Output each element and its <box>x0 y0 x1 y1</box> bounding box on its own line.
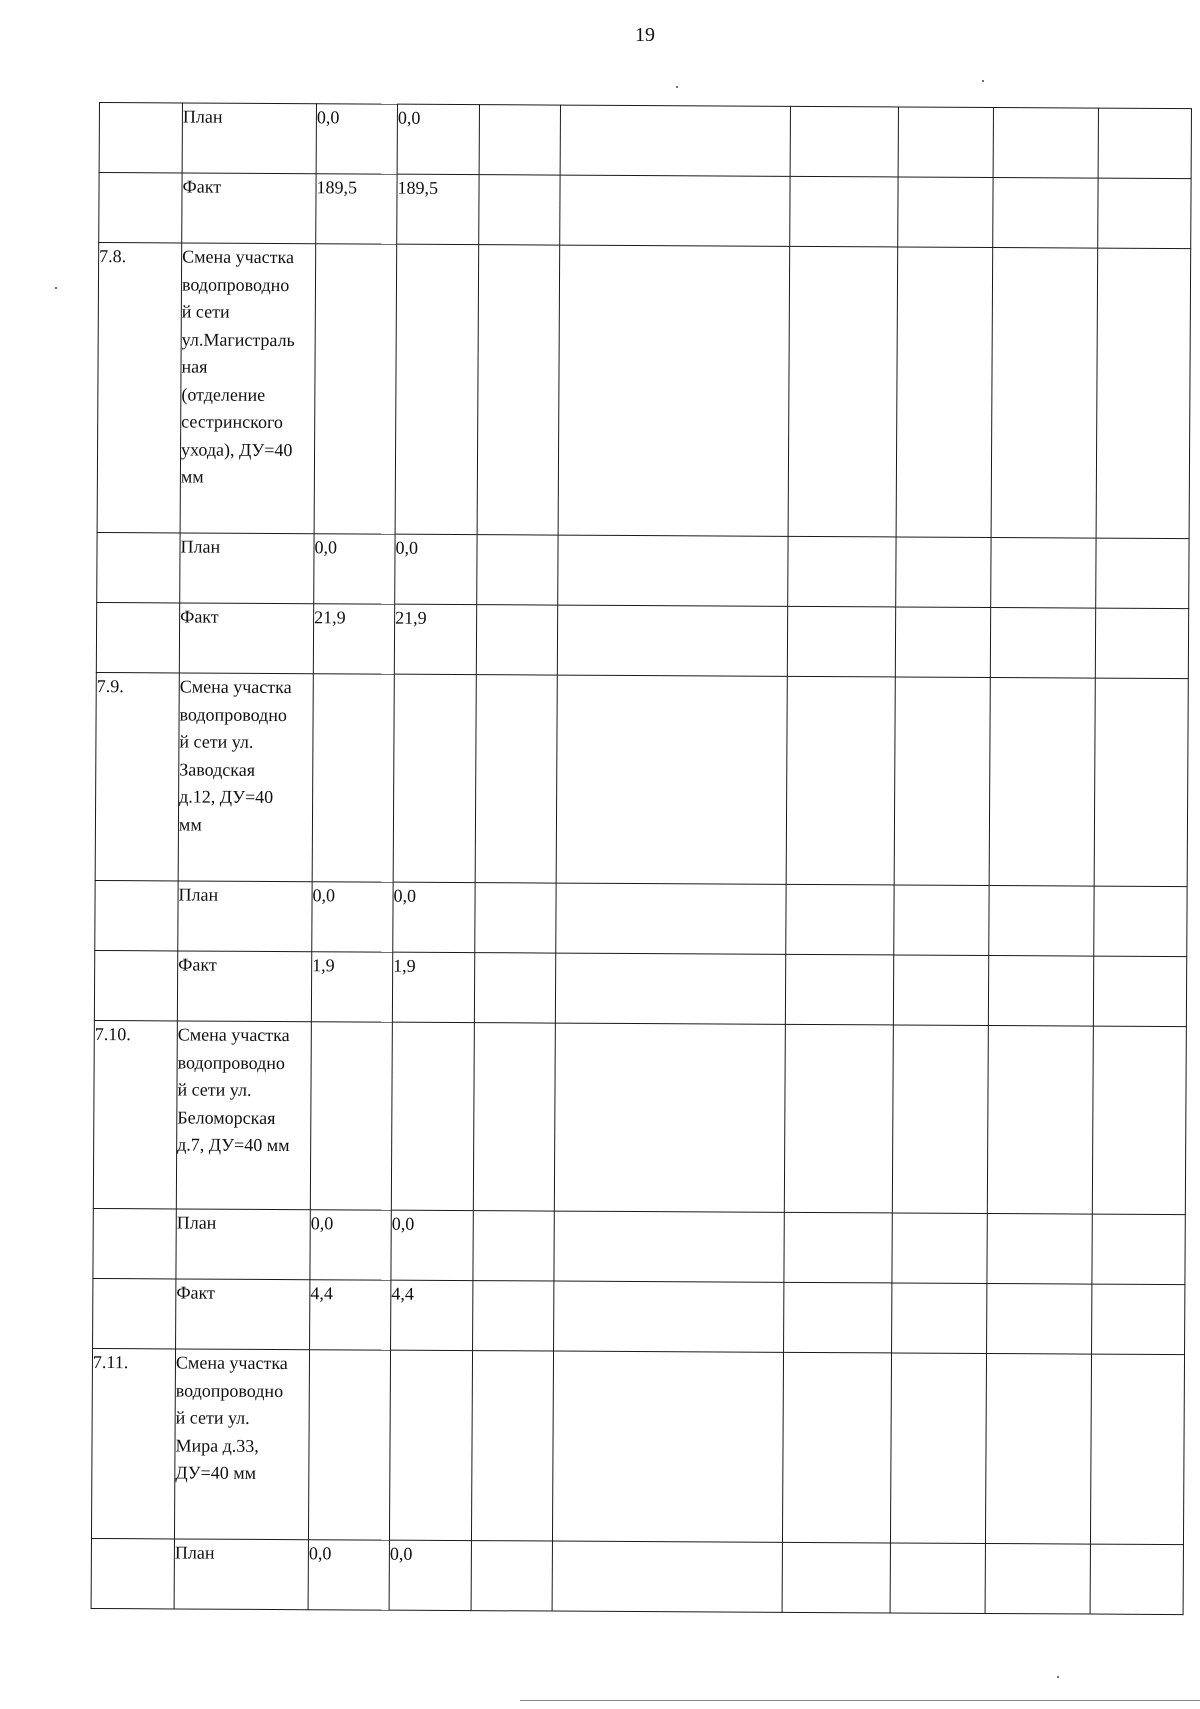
table-row <box>94 950 1186 1026</box>
description-line: водопроводно <box>177 1051 285 1073</box>
empty-cell <box>991 247 1098 538</box>
empty-cell <box>1094 678 1188 887</box>
empty-cell <box>987 1283 1092 1354</box>
table-row <box>95 672 1188 886</box>
empty-cell <box>473 1281 554 1351</box>
description-line: (отделение <box>181 383 266 405</box>
empty-cell <box>987 1213 1092 1284</box>
empty-cell <box>554 1211 784 1282</box>
empty-cell <box>552 1351 783 1542</box>
row-label: План <box>174 1539 308 1610</box>
row-label: Факт <box>182 173 316 244</box>
description-line: й сети ул. <box>175 1407 250 1428</box>
description-line: Смена участка <box>182 246 295 268</box>
empty-cell <box>558 535 788 606</box>
value-cell-2: 0,0 <box>391 1210 473 1280</box>
empty-cell <box>786 676 895 885</box>
table-row <box>93 1278 1185 1354</box>
empty-cell <box>477 245 560 535</box>
empty-cell <box>788 246 898 537</box>
empty-cell <box>389 1350 472 1540</box>
item-description <box>178 673 313 882</box>
value-cell-1: 0,0 <box>308 1540 389 1610</box>
empty-cell <box>1095 608 1188 679</box>
value-cell-1: 21,9 <box>313 604 394 674</box>
table-row <box>91 1538 1183 1614</box>
item-number: 7.10. <box>93 1020 177 1208</box>
description-line: й сети ул. <box>177 1079 252 1100</box>
item-description <box>174 1349 309 1540</box>
empty-cell <box>391 1022 474 1210</box>
description-line: Смена участка <box>175 1352 288 1374</box>
empty-cell <box>556 883 786 954</box>
empty-cell <box>552 1541 782 1612</box>
empty-cell <box>784 1024 893 1213</box>
row-label: Факт <box>177 951 311 1022</box>
empty-cell <box>310 1022 392 1210</box>
scan-speck <box>676 86 678 88</box>
empty-cell <box>1092 1026 1186 1215</box>
empty-cell <box>1098 178 1191 249</box>
empty-cell <box>892 1213 987 1284</box>
empty-cell <box>1092 1214 1185 1285</box>
empty-cell <box>890 1353 986 1544</box>
empty-cell <box>393 674 476 882</box>
num-cell <box>95 880 178 950</box>
empty-cell <box>1096 248 1191 539</box>
empty-cell <box>892 1025 988 1214</box>
empty-cell <box>479 175 560 245</box>
empty-cell <box>555 953 785 1024</box>
value-cell-2: 1,9 <box>392 952 474 1022</box>
table-row <box>99 173 1191 249</box>
empty-cell <box>471 1541 552 1611</box>
value-cell-1: 0,0 <box>310 1210 391 1280</box>
description-line: Заводская <box>179 758 256 780</box>
page-number: 19 <box>635 24 655 46</box>
empty-cell <box>475 883 556 953</box>
empty-cell <box>554 1281 784 1352</box>
description-line: ухода), ДУ=40 <box>181 438 293 460</box>
table-row <box>96 602 1188 678</box>
empty-cell <box>395 244 479 534</box>
description-line: водопроводно <box>181 273 290 295</box>
budget-table <box>91 102 1192 1615</box>
item-description <box>176 1021 311 1210</box>
value-cell-1: 0,0 <box>314 534 395 604</box>
empty-cell <box>787 606 895 677</box>
empty-cell <box>479 105 560 175</box>
description-line: й сети <box>181 301 230 322</box>
empty-cell <box>312 674 394 882</box>
empty-cell <box>988 955 1093 1026</box>
item-number: 7.11. <box>91 1348 175 1538</box>
empty-cell <box>895 607 990 678</box>
empty-cell <box>473 1211 554 1281</box>
row-label: План <box>176 1209 310 1280</box>
value-cell-1: 0,0 <box>312 882 393 952</box>
num-cell <box>93 1278 176 1348</box>
description-line: Мира д.33, <box>175 1434 259 1456</box>
item-number: 7.9. <box>95 672 179 880</box>
empty-cell <box>308 1350 390 1540</box>
empty-cell <box>894 677 990 886</box>
description-line: мм <box>180 466 204 487</box>
description-line: водопроводно <box>179 703 287 725</box>
num-cell <box>97 532 180 602</box>
scan-speck <box>982 80 984 82</box>
empty-cell <box>1092 1284 1185 1355</box>
empty-cell <box>790 176 898 247</box>
empty-cell <box>474 953 555 1023</box>
value-cell-2: 4,4 <box>391 1280 473 1350</box>
table-row <box>97 532 1189 608</box>
description-line: Смена участка <box>177 1024 290 1046</box>
empty-cell <box>896 537 991 608</box>
empty-cell <box>786 884 894 955</box>
empty-cell <box>989 677 1095 886</box>
value-cell-1: 189,5 <box>316 174 397 244</box>
empty-cell <box>477 535 558 605</box>
description-line: д.7, ДУ=40 мм <box>177 1134 290 1156</box>
empty-cell <box>788 536 896 607</box>
table-row <box>97 243 1191 539</box>
empty-cell <box>784 1282 892 1353</box>
empty-cell <box>476 605 557 675</box>
description-line: водопроводно <box>175 1379 284 1401</box>
description-line: ная <box>181 356 208 377</box>
empty-cell <box>993 107 1098 178</box>
empty-cell <box>556 675 787 884</box>
table-row <box>99 103 1191 179</box>
value-cell-2: 0,0 <box>389 1540 471 1610</box>
empty-cell <box>892 1283 987 1354</box>
empty-cell <box>782 1352 891 1543</box>
empty-cell <box>790 106 898 177</box>
description-line: Смена участка <box>179 676 292 698</box>
value-cell-1: 1,9 <box>311 952 392 1022</box>
empty-cell <box>990 607 1095 678</box>
empty-cell <box>989 885 1094 956</box>
description-line: сестринского <box>181 411 284 433</box>
empty-cell <box>991 537 1096 608</box>
row-label: Факт <box>179 603 313 674</box>
value-cell-2: 0,0 <box>393 882 475 952</box>
empty-cell <box>785 954 893 1025</box>
empty-cell <box>893 955 988 1026</box>
description-line: мм <box>178 813 202 835</box>
description-line: ДУ=40 мм <box>175 1462 257 1483</box>
empty-cell <box>1096 538 1189 609</box>
empty-cell <box>890 1543 985 1614</box>
empty-cell <box>1094 886 1187 957</box>
description-line: й сети ул. <box>179 731 254 752</box>
description-line: ул.Магистраль <box>181 328 295 350</box>
value-cell-1: 4,4 <box>310 1280 391 1350</box>
description-line: д.12, ДУ=40 <box>179 786 274 807</box>
num-cell <box>99 103 182 173</box>
empty-cell <box>782 1542 890 1613</box>
empty-cell <box>557 605 787 676</box>
empty-cell <box>898 177 993 248</box>
item-description <box>180 243 316 534</box>
scan-edge-line <box>520 1700 1200 1701</box>
empty-cell <box>560 175 790 246</box>
value-cell-2: 0,0 <box>397 104 479 174</box>
scan-speck <box>55 287 57 289</box>
empty-cell <box>1090 1544 1183 1615</box>
table-row <box>91 1348 1184 1544</box>
empty-cell <box>987 1025 1093 1214</box>
num-cell <box>94 950 177 1020</box>
empty-cell <box>473 1023 555 1211</box>
value-cell-1: 0,0 <box>316 104 397 174</box>
empty-cell <box>896 247 993 538</box>
table-body <box>91 103 1191 1615</box>
empty-cell <box>558 245 790 536</box>
empty-cell <box>471 1351 553 1541</box>
empty-cell <box>1093 956 1186 1027</box>
num-cell <box>96 602 179 672</box>
empty-cell <box>993 177 1098 248</box>
row-label: План <box>182 103 316 174</box>
description-line: Беломорская <box>177 1106 276 1128</box>
row-label: План <box>178 881 312 952</box>
value-cell-2: 189,5 <box>397 174 479 244</box>
empty-cell <box>560 105 790 176</box>
empty-cell <box>314 244 397 534</box>
num-cell <box>91 1538 174 1608</box>
num-cell <box>93 1208 176 1278</box>
row-label: Факт <box>176 1279 310 1350</box>
table-row <box>93 1208 1185 1284</box>
item-number: 7.8. <box>97 243 182 533</box>
empty-cell <box>894 885 989 956</box>
empty-cell <box>985 1353 1091 1544</box>
empty-cell <box>898 107 993 178</box>
empty-cell <box>1098 108 1191 179</box>
empty-cell <box>784 1212 892 1283</box>
empty-cell <box>985 1543 1090 1614</box>
table-row <box>93 1020 1186 1214</box>
scan-speck <box>1057 1676 1059 1678</box>
value-cell-2: 0,0 <box>395 534 477 604</box>
row-label: План <box>180 533 314 604</box>
num-cell <box>99 173 182 243</box>
table-row <box>95 880 1187 956</box>
empty-cell <box>475 675 557 883</box>
value-cell-2: 21,9 <box>394 604 476 674</box>
empty-cell <box>554 1023 785 1212</box>
empty-cell <box>1090 1354 1184 1545</box>
